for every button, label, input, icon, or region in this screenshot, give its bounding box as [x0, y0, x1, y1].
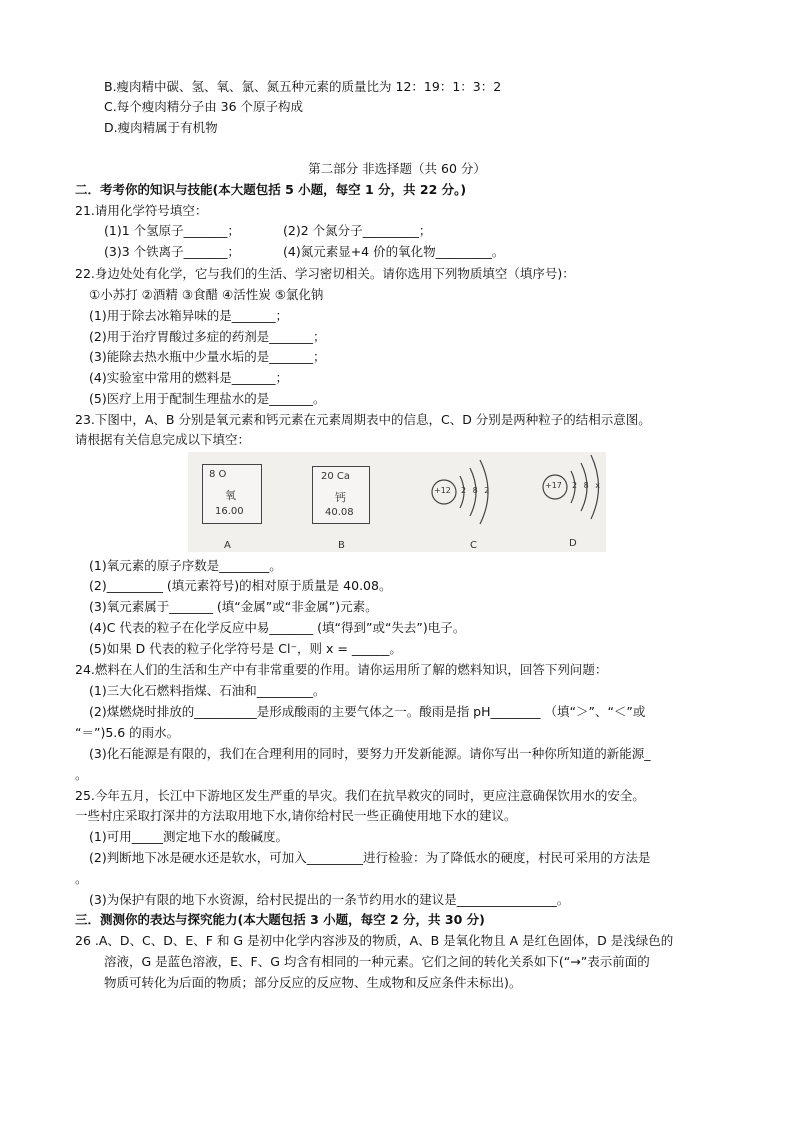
- figure-label-d: D: [569, 538, 577, 549]
- calcium-mass: 40.08: [325, 507, 354, 518]
- option-b: B.瘦肉精中碳、氢、氧、氯、氮五种元素的质量比为 12：19：1：3：2: [104, 79, 502, 94]
- q22-item-1: (1)用于除去冰箱异味的是_______；: [89, 308, 288, 323]
- q22-item-3: (3)能除去热水瓶中少量水垢的是_______；: [89, 349, 326, 364]
- q24-item-2: (2)煤燃烧时排放的__________是形成酸雨的主要气体之一。酸雨是指 pH________ （填“＞”、“＜”或: [89, 704, 646, 719]
- q21-item-2: (2)2 个氮分子_________；: [283, 223, 432, 238]
- q25-stem-2: 一些村庄采取打深井的方法取用地下水,请你给村民一些正确使用地下水的建议。: [75, 808, 517, 823]
- element-figure: [188, 452, 606, 552]
- oxygen-name: 氧: [225, 489, 236, 502]
- q24-item-3: (3)化石能源是有限的，我们在合理利用的同时，要努力开发新能源。请你写出一种你所知道的新能源_: [89, 746, 651, 761]
- particle-d-core: +17: [545, 481, 562, 490]
- q25-item-1: (1)可用_____测定地下水的酸碱度。: [89, 829, 288, 844]
- particle-d-shells: 2 8 x: [572, 481, 602, 490]
- particle-diagrams: [188, 452, 606, 552]
- oxygen-mass: 16.00: [215, 506, 244, 517]
- q26-line-3: 物质可转化为后面的物质；部分反应的反应物、生成物和反应条件未标出)。: [104, 975, 522, 990]
- q24-item-2-cont: “＝”)5.6 的雨水。: [75, 725, 180, 740]
- q22-item-5: (5)医疗上用于配制生理盐水的是_______。: [89, 391, 326, 406]
- q21-item-1: (1)1 个氢原子_______；: [104, 223, 240, 238]
- q22-stem: 22.身边处处有化学，它与我们的生活、学习密切相关。请你选用下列物质填空（填序号)：: [75, 266, 575, 281]
- q23-item-1: (1)氧元素的原子序数是________。: [89, 558, 282, 573]
- q21-item-3: (3)3 个铁离子_______；: [104, 244, 240, 259]
- particle-c-core: +12: [434, 486, 451, 495]
- calcium-number-symbol: 20 Ca: [321, 471, 351, 482]
- part2-title: 第二部分 非选择题（共 60 分）: [308, 161, 486, 176]
- figure-label-b: B: [338, 540, 345, 551]
- option-c: C.每个瘦肉精分子由 36 个原子构成: [104, 99, 304, 114]
- q25-item-2: (2)判断地下冰是硬水还是软水，可加入_________进行检验：为了降低水的硬度，村民可采用的方法是: [89, 850, 651, 865]
- q23-item-2: (2)_________ (填元素符号)的相对原于质量是 40.08。: [89, 578, 392, 593]
- q23-stem-1: 23.下图中，A、B 分别是氧元素和钙元素在元素周期表中的信息，C、D 分别是两种粒子的结相示意图。: [75, 412, 651, 427]
- q26-line-1: 26 .A、D、C、D、E、F 和 G 是初中化学内容涉及的物质，A、B 是氧化物且 A 是红色固体，D 是浅绿色的: [75, 933, 674, 948]
- calcium-name: 钙: [335, 491, 346, 504]
- q23-item-3: (3)氧元素属于_______ (填“金属”或“非金属”)元素。: [89, 599, 378, 614]
- q25-stem-1: 25.今年五月，长江中下游地区发生严重的旱灾。我们在抗旱救灾的同时，更应注意确保饮用水的安全。: [75, 788, 645, 803]
- section3-heading: 三．测测你的表达与探究能力(本大题包括 3 小题，每空 2 分，共 30 分): [75, 912, 485, 927]
- option-d: D.瘦肉精属于有机物: [104, 120, 218, 135]
- q25-item-2-cont: 。: [75, 871, 88, 886]
- figure-label-c: C: [470, 540, 477, 551]
- q21-item-4: (4)氮元素显+4 价的氧化物_________。: [283, 244, 505, 259]
- q22-options: ①小苏打 ②酒精 ③食醋 ④活性炭 ⑤氯化钠: [89, 287, 324, 302]
- q25-item-3: (3)为保护有限的地下水资源，给村民提出的一条节约用水的建议是________________。: [89, 892, 570, 907]
- q23-item-4: (4)C 代表的粒子在化学反应中易_______ (填“得到”或“失去”)电子。: [89, 620, 466, 635]
- section2-heading: 二．考考你的知识与技能(本大题包括 5 小题，每空 1 分，共 22 分。): [75, 182, 467, 197]
- q21-stem: 21.请用化学符号填空：: [75, 203, 208, 218]
- q24-item-1: (1)三大化石燃料指煤、石油和_________。: [89, 683, 326, 698]
- q22-item-4: (4)实验室中常用的燃料是_______；: [89, 370, 288, 385]
- q23-stem-2: 请根据有关信息完成以下填空：: [75, 432, 251, 447]
- particle-c-shells: 2 8 2: [461, 486, 492, 495]
- q24-item-3-cont: 。: [75, 767, 88, 782]
- q24-stem: 24.燃料在人们的生活和生产中有非常重要的作用。请你运用所了解的燃料知识，回答下列问题：: [75, 662, 608, 677]
- q23-item-5: (5)如果 D 代表的粒子化学符号是 Cl⁻，则 x = ______。: [89, 641, 402, 656]
- figure-label-a: A: [224, 540, 231, 551]
- q26-line-2: 溶液，G 是蓝色溶液，E、F、G 均含有相同的一种元素。它们之间的转化关系如下(“→”表示前面的: [104, 954, 650, 969]
- q22-item-2: (2)用于治疗胃酸过多症的药剂是_______；: [89, 329, 326, 344]
- oxygen-number-symbol: 8 O: [209, 469, 227, 480]
